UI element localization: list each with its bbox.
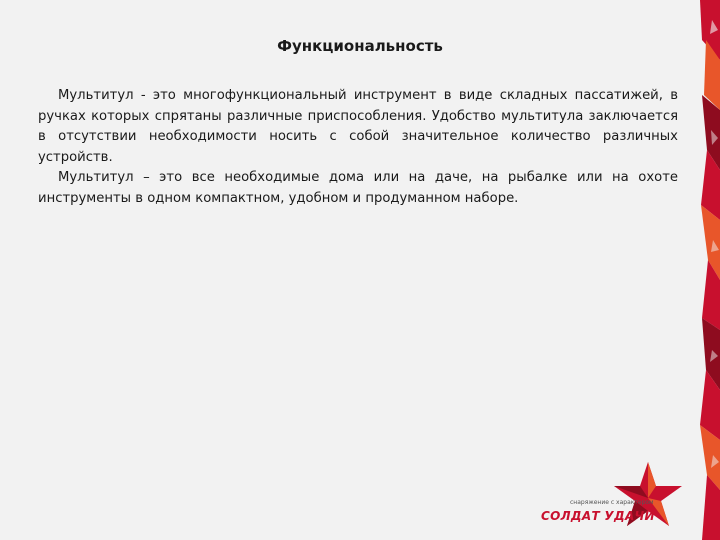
paragraph: Мультитул – это все необходимые дома или на даче, на рыбалке или на охоте инструменты в одном компактном, удобном и продуманном наборе. bbox=[38, 170, 678, 206]
brand-name: СОЛДАТ УДАЧИ bbox=[541, 509, 655, 523]
paragraph: Мультитул - это многофункциональный инструмент в виде складных пассатижей, в ручках которых спрятаны различные приспособления. Удобство мультитула заключается в отсутствии необходимости носить с собой значительное количество различных устройств. bbox=[38, 88, 678, 165]
decorative-red-border bbox=[692, 0, 720, 540]
slide-body bbox=[38, 86, 678, 209]
brand-tagline: снаряжение с характером bbox=[570, 499, 654, 506]
slide-title: Функциональность bbox=[277, 37, 443, 55]
brand-star-logo bbox=[530, 458, 690, 538]
